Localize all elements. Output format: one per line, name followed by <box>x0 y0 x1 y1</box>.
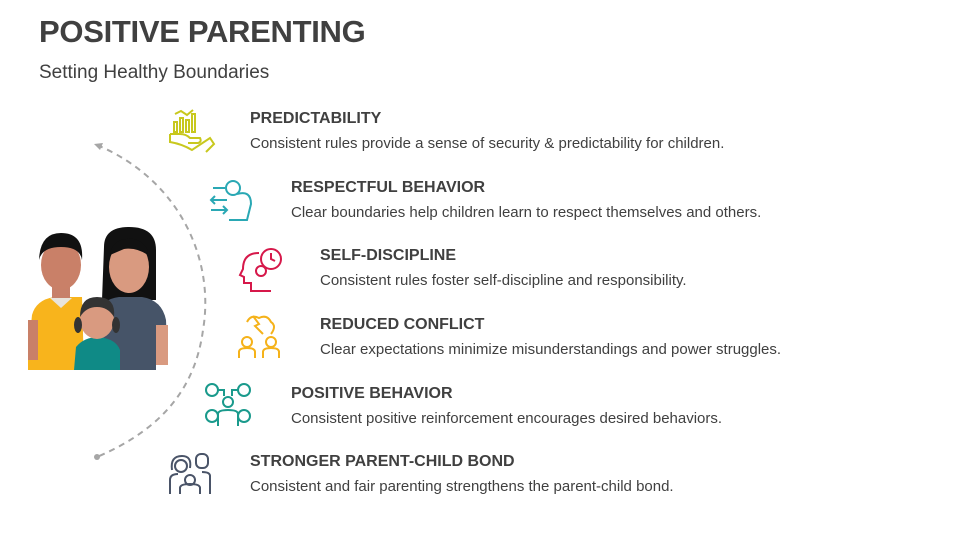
hand-chart-icon <box>166 108 216 156</box>
item-title: RESPECTFUL BEHAVIOR <box>291 179 486 196</box>
slide-subtitle: Setting Healthy Boundaries <box>39 62 270 83</box>
item-description: Consistent and fair parenting strengthens the parent-child bond. <box>250 478 674 495</box>
head-clock-gear-icon <box>237 245 287 293</box>
person-emotions-icon <box>204 382 254 430</box>
item-title: PREDICTABILITY <box>250 110 382 127</box>
family-group-icon <box>166 450 216 498</box>
item-title: POSITIVE BEHAVIOR <box>291 385 453 402</box>
two-people-conflict-icon <box>235 312 285 360</box>
item-description: Consistent rules provide a sense of security & predictability for children. <box>250 135 725 152</box>
slide-title: POSITIVE PARENTING <box>39 14 366 49</box>
item-description: Consistent positive reinforcement encourages desired behaviors. <box>291 410 723 427</box>
item-title: STRONGER PARENT-CHILD BOND <box>250 453 515 470</box>
family-illustration <box>24 225 172 370</box>
arc-dot-icon <box>94 454 100 460</box>
item-description: Clear boundaries help children learn to respect themselves and others. <box>291 204 762 221</box>
item-description: Consistent rules foster self-discipline and responsibility. <box>320 272 687 289</box>
head-magnifier-arrows-icon <box>207 176 257 224</box>
item-title: SELF-DISCIPLINE <box>320 247 457 264</box>
item-description: Clear expectations minimize misunderstandings and power struggles. <box>320 341 782 358</box>
item-title: REDUCED CONFLICT <box>320 316 485 333</box>
